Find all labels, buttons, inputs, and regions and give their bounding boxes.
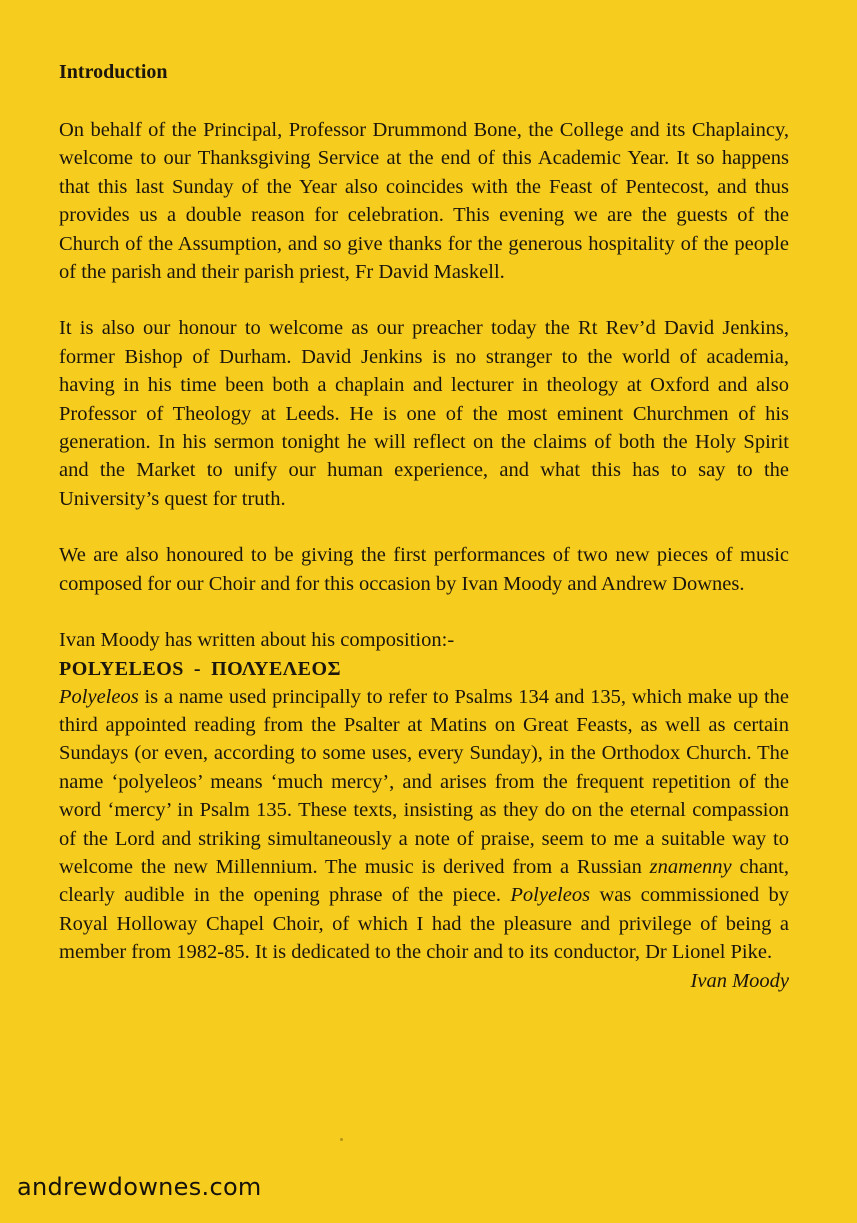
composition-title-greek: ΠΟΛΥΕΛΕΟΣ	[211, 657, 342, 680]
composition-intro-line: Ivan Moody has written about his composition:-	[59, 629, 455, 652]
composition-description	[59, 683, 789, 967]
section-heading: Introduction	[59, 61, 168, 83]
scan-speck	[340, 1138, 343, 1141]
paragraph-new-music: We are also honoured to be giving the first performances of two new pieces of music composed for our Choir and for this occasion by Ivan Moody and Andrew Downes.	[59, 544, 789, 595]
desc-segment-1: is a name used principally to refer to Psalms 134 and 135, which make up the third appointed reading from the Psalter at Matins on Great Feasts, as well as certain Sundays (or even, according to some uses, every Sunday), in the Orthodox Church. The name ‘polyeleos’ means ‘much mercy’, and arises from the frequent repetition of the word ‘mercy’ in Psalm 135. These texts, insisting as they do on the eternal compassion of the Lord and striking simultaneously a note of praise, seem to me a suitable way to welcome the new Millennium. The music is derived from a Russian	[59, 685, 789, 878]
author-signature: Ivan Moody	[690, 969, 789, 992]
watermark-url: andrewdownes.com	[17, 1173, 262, 1201]
italic-polyeleos-2: Polyeleos	[510, 884, 591, 907]
composition-title-latin: POLYELEOS	[59, 657, 184, 680]
desc-segment-3: was commissioned by Royal Holloway Chapel Choir, of which I had the pleasure and privilege of being a member from 1982-85. It is dedicated to the choir and to its conductor, Dr Lionel Pike.	[59, 884, 789, 964]
italic-polyeleos: Polyeleos	[59, 685, 139, 708]
paragraph-welcome: On behalf of the Principal, Professor Drummond Bone, the College and its Chaplaincy, welcome to our Thanksgiving Service at the end of this Academic Year. It so happens that this last Sunday of the Year also coincides with the Feast of Pentecost, and thus provides us a double reason for celebration. This evening we are the guests of the Church of the Assumption, and so give thanks for the generous hospitality of the people of the parish and their parish priest, Fr David Maskell.	[59, 119, 789, 284]
document-page	[59, 58, 789, 1163]
composition-title-separator: -	[193, 657, 202, 680]
composition-title	[59, 655, 789, 683]
desc-segment-2: chant, clearly audible in the opening phrase of the piece.	[59, 855, 789, 907]
paragraph-preacher: It is also our honour to welcome as our preacher today the Rt Rev’d David Jenkins, former Bishop of Durham. David Jenkins is no stranger to the world of academia, having in his time been both a chaplain and lecturer in theology at Oxford and also Professor of Theology at Leeds. He is one of the most eminent Churchmen of his generation. In his sermon tonight he will reflect on the claims of both the Holy Spirit and the Market to unify our human experience, and what this has to say to the University’s quest for truth.	[59, 317, 789, 510]
italic-znamenny: znamenny	[649, 855, 732, 878]
